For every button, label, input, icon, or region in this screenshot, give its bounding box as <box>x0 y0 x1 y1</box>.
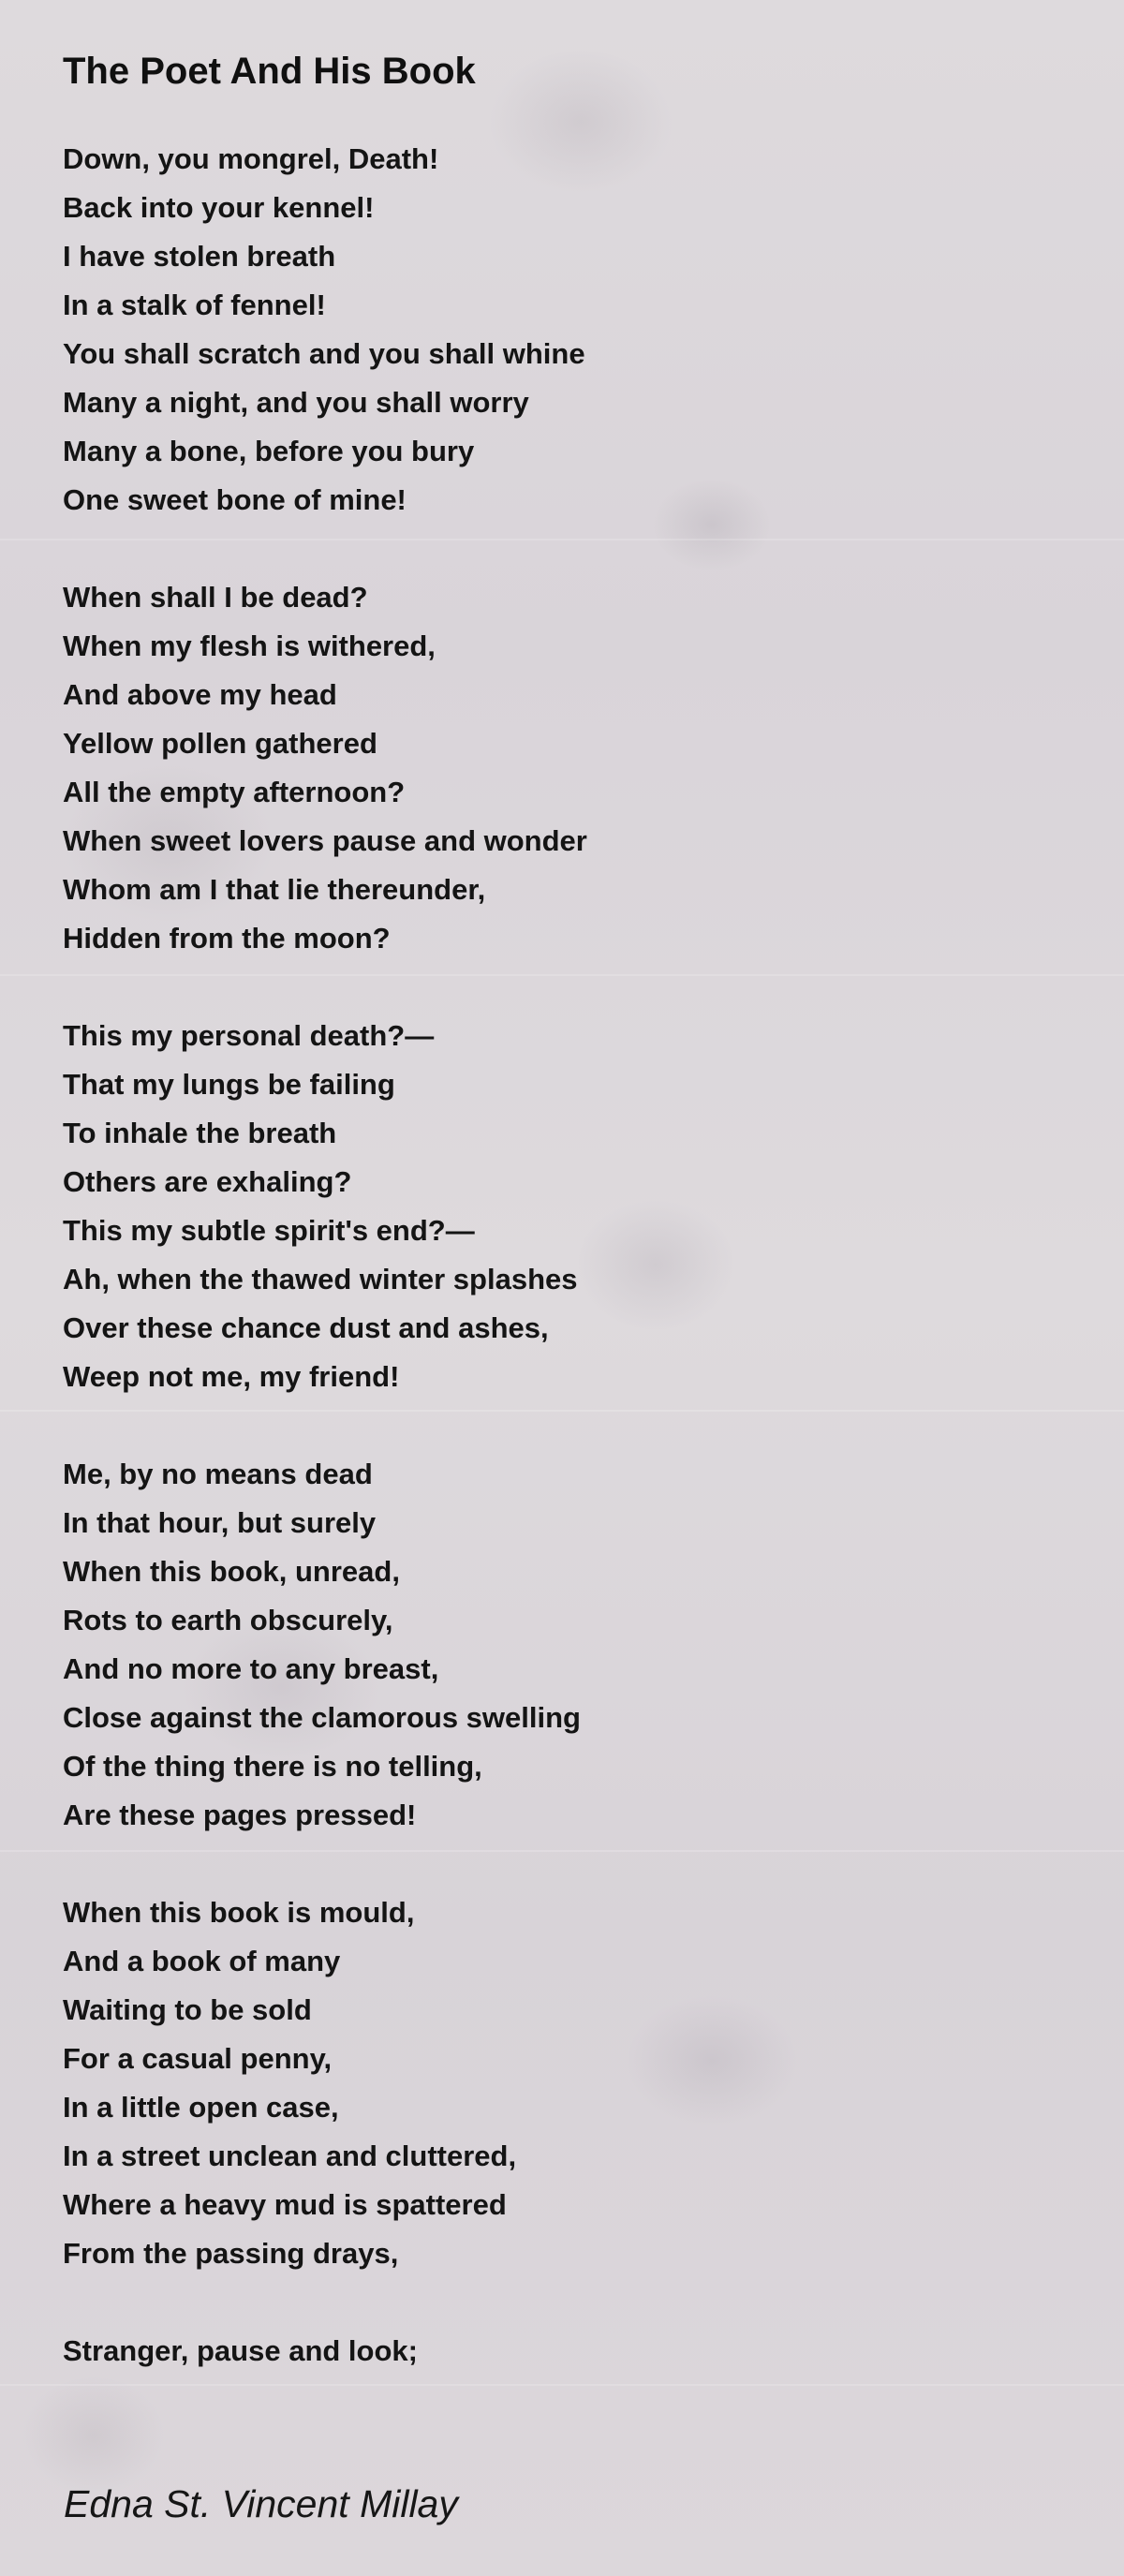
poem-stanza <box>63 135 1074 525</box>
poem-container <box>63 45 1074 2424</box>
poem-line: Of the thing there is no telling, <box>63 1750 482 1783</box>
poem-line: In a stalk of fennel! <box>63 289 326 321</box>
poem-line: Weep not me, my friend! <box>63 1360 400 1393</box>
poem-line: Stranger, pause and look; <box>63 2334 418 2367</box>
poem-line: When my flesh is withered, <box>63 629 436 662</box>
poem-line: Whom am I that lie thereunder, <box>63 873 486 906</box>
poem-line: And above my head <box>63 678 337 711</box>
poem-line: This my personal death?— <box>63 1019 435 1052</box>
poem-line: Over these chance dust and ashes, <box>63 1311 549 1344</box>
poem-stanza <box>63 1012 1074 1401</box>
poem-line: Close against the clamorous swelling <box>63 1701 581 1734</box>
poem-line: Where a heavy mud is spattered <box>63 2188 507 2221</box>
poem-line: For a casual penny, <box>63 2042 333 2075</box>
poem-line: One sweet bone of mine! <box>63 483 407 516</box>
poem-line: When shall I be dead? <box>63 581 368 614</box>
poem-stanza <box>63 2327 1074 2376</box>
poem-line: In a street unclean and cluttered, <box>63 2139 517 2172</box>
poem-line: Rots to earth obscurely, <box>63 1604 393 1636</box>
poem-line: In that hour, but surely <box>63 1506 377 1539</box>
poem-body <box>63 135 1074 2376</box>
poem-line: Waiting to be sold <box>63 1993 312 2026</box>
poem-title: The Poet And His Book <box>63 51 476 92</box>
poem-line: Hidden from the moon? <box>63 922 391 955</box>
poem-line: When this book is mould, <box>63 1896 415 1929</box>
poem-line: In a little open case, <box>63 2091 339 2124</box>
poem-line: Down, you mongrel, Death! <box>63 142 439 175</box>
poem-line: And no more to any breast, <box>63 1652 439 1685</box>
poem-line: Me, by no means dead <box>63 1458 373 1490</box>
poem-line: You shall scratch and you shall whine <box>63 337 585 370</box>
poem-line: Many a bone, before you bury <box>63 435 475 467</box>
poem-line: Yellow pollen gathered <box>63 727 377 760</box>
poem-line: Back into your kennel! <box>63 191 375 224</box>
poem-author: Edna St. Vincent Millay <box>64 2482 458 2525</box>
poem-stanza <box>63 573 1074 963</box>
poem-line: When sweet lovers pause and wonder <box>63 824 587 857</box>
poem-line: When this book, unread, <box>63 1555 400 1588</box>
poem-line: And a book of many <box>63 1945 341 1977</box>
poem-line: Are these pages pressed! <box>63 1799 417 1831</box>
poem-line: Ah, when the thawed winter splashes <box>63 1263 578 1295</box>
poem-line: Others are exhaling? <box>63 1165 352 1198</box>
poem-stanza <box>63 1450 1074 1840</box>
poem-line: Many a night, and you shall worry <box>63 386 529 419</box>
poem-line: This my subtle spirit's end?— <box>63 1214 475 1247</box>
poem-stanza <box>63 1888 1074 2278</box>
poem-line: From the passing drays, <box>63 2237 399 2270</box>
poem-line: All the empty afternoon? <box>63 776 406 808</box>
poem-line: I have stolen breath <box>63 240 336 273</box>
poem-line: That my lungs be failing <box>63 1068 395 1101</box>
poem-line: To inhale the breath <box>63 1117 337 1149</box>
